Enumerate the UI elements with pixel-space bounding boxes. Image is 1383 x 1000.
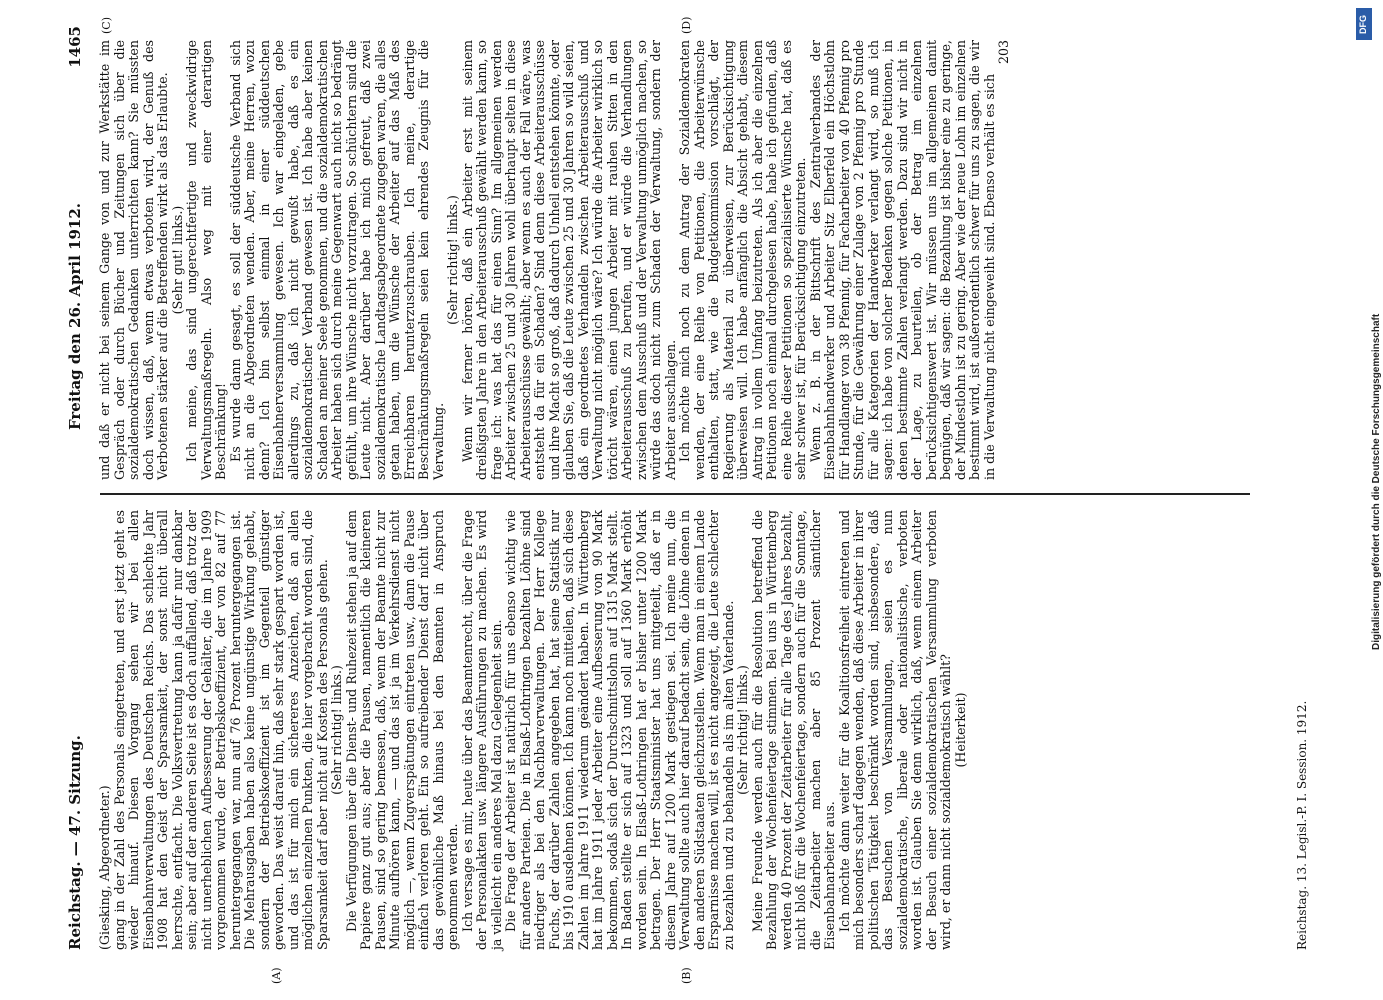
margin-marker-a: (A) (270, 967, 283, 984)
left-column (98, 510, 968, 950)
digitization-credit (1355, 10, 1382, 1000)
credit-text: Digitalisierung gefördert durch die Deutsche Forschungsgemeinschaft (1371, 313, 1382, 650)
right-column (98, 40, 1012, 480)
left_column-paragraph: Ich versage es mir, heute über das Beamtenrecht, über die Frage der Personalakten usw. längere Ausführungen zu machen. Es wird ja vielleicht ein anderes Mal dazu Gelegenheit sein. (459, 510, 504, 950)
left_column-paragraph: (Heiterkeit) (952, 692, 968, 768)
dfg-logo-text: DFG (1358, 15, 1368, 34)
left_column-paragraph: Ich möchte dann weiter für die Koalitionsfreiheit eintreten und mich besonders scharf dagegen wenden, daß diese Arbeiter in ihrer politischen Tätigkeit beschränkt worden sind, insbesondere, daß das Besuchen von Versammlungen, seien es nun sozialdemokratische, liberale oder nationalistische, verboten worden ist. Glauben Sie denn wirklich, daß, wenn einem Arbeiter der Besuch einer sozialdemokratischen Versammlung verboten wird, er dann nicht sozialdemokratisch wählt? (836, 510, 953, 950)
column-divider (100, 493, 1250, 495)
margin-marker-d: (D) (680, 16, 693, 34)
left_column-paragraph: Die Frage der Arbeiter ist natürlich für uns ebenso wichtig wie für andere Parteien. Die in Elsaß-Lothringen bezahlten Löhne sind niedriger als bei den Nachbarverwaltungen. Der Herr Kollege Fuchs, der darüber Zahlen angegeben hat, hat seine Statistik nur bis 1910 ausdehnen können. Ich kann noch mitteilen, daß sich diese Zahlen im Jahre 1911 wiederum geändert haben. In Württemberg hat im Jahre 1911 jeder Arbeiter eine Aufbesserung von 90 Mark bekommen, sodaß sich der Durchschnittslohn auf 1315 Mark stellt. In Baden stellte er sich auf 1323 und soll auf 1360 Mark erhöht worden sein. In Elsaß-Lothringen hat er bisher unter 1200 Mark betragen. Der Herr Staatsminister hat uns mitgeteilt, daß er in diesem Jahre auf 1200 Mark gestiegen sei. Ich meine nun, die Verwaltung sollte auch hier darauf bedacht sein, die Löhne denen in den anderen Südstaaten gleichzustellen. Wenn man in einem Lande Ersparnisse machen will, ist es nicht angezeigt, die Leute schlechter zu bezahlen und zu behandeln als im alten Vaterlande. (503, 510, 736, 950)
document-page (60, 16, 1340, 984)
right_column-paragraph: Ich möchte mich noch zu dem Antrag der Sozialdemokraten wenden, der eine Reihe von Petitionen, die Arbeiterwünsche enthalten, statt, wie die Budgetkommission vorschlägt, der Regierung als Material zu überweisen, zur Berücksichtigung überweisen will. Ich habe anfänglich die Absicht gehabt, diesem Antrag in vollem Umfang beizutreten. Als ich aber die einzelnen Petitionen noch einmal durchgelesen habe, habe ich gefunden, daß eine Reihe dieser Petitionen so spezialisierte Wünsche hat, daß es sehr schwer ist, für Berücksichtigung einzutreten. (677, 40, 808, 480)
header-left: Reichstag. — 47. Sitzung. (66, 735, 84, 950)
right_column-paragraph: 203 (996, 40, 1011, 65)
left_column-paragraph: (Giesking, Abgeordneter.) (97, 785, 112, 950)
margin-marker-b: (B) (680, 967, 693, 984)
left_column-paragraph: gang in der Zahl des Personals eingetreten, und erst jetzt geht es wieder hinauf. Diesen Vorgang sehen wir bei allen Eisenbahnverwaltungen des Deutschen Reichs. Das schlechte Jahr 1908 hat den Geist der Sparsamkeit, der sonst nicht überall herrschte, entfacht. Die Volksvertretung kann ja dafür nur dankbar sein; aber auf der anderen Seite ist es doch auffallend, daß trotz der nicht unerheblichen Aufbesserung der Gehälter, die im Jahre 1909 vorgenommen wurde, der Betriebskoeffizient, der von 82 auf 77 heruntergegangen war, nun auf 76 Prozent heruntergegangen ist. Die Mehrausgaben haben also keine ungünstige Wirkung gehabt, sondern der Betriebskoeffizient ist im Gegenteil günstiger geworden. Das weist darauf hin, daß sehr stark gespart worden ist, und das ist für mich ein sichereres Anzeichen, daß an allen möglichen einzelnen Punkten, die hier vorgebracht worden sind, die Sparsamkeit darf aber nicht auf Kosten des Personals gehen. (111, 510, 330, 950)
right_column-paragraph: Ich meine, das sind ungerechtfertigte und zweckwidrige Verwaltungsmaßregeln. Also weg mit einer derartigen Beschränkung! (184, 40, 228, 480)
right_column-paragraph: Es wurde dann gesagt, es soll der süddeutsche Verband sich nicht an die Abgeordneten wenden. Aber, meine Herren, wozu denn? Ich bin selbst einmal in einer süddeutschen Eisenbahnerversammlung gewesen. Ich war eingeladen, gebe allerdings zu, daß ich nicht gewußt habe, daß es ein sozialdemokratischer Verband gewesen ist. Ich habe aber keinen Schaden an meiner Seele genommen, und die sozialdemokratischen Arbeiter haben sich durch meine Gegenwart auch nicht so bedrängt gefühlt, um ihre Wünsche nicht vorzutragen. So schüchtern sind die Leute nicht. Aber darüber habe ich mich gefreut, daß zwei sozialdemokratische Landtagsabgeordnete zugegen waren, die alles getan haben, um die Wünsche der Arbeiter auf das Maß des Erreichbaren herunterzuschrauben. Ich meine, derartige Beschränkungsmaßregeln seien kein ehrendes Zeugnis für die Verwaltung. (227, 40, 446, 480)
footer-source: Reichstag. 13. Legisl.-P. I. Session. 1912. (1295, 700, 1309, 950)
right_column-paragraph: (Sehr richtig! links.) (445, 195, 460, 325)
right_column-paragraph: (Sehr gut! links.) (169, 205, 185, 315)
right_column-paragraph: Wenn z. B. in der Bittschrift des Zentralverbandes der Eisenbahnhandwerker und Arbeiter Sitz Elberfeld ein Höchstlohn für Handlanger von 38 Pfennig, für Facharbeiter von 40 Pfennig pro Stunde, für die Gewährung einer Zulage von 2 Pfennig pro Stunde für alle Kategorien der Handwerker verlangt wird, so muß ich sagen: ich habe von solcher Bedenken gegen solche Petitionen, in denen bestimmte Zahlen verlangt werden. Dazu sind wir nicht in der Lage, zu beurteilen, ob der Betrag im einzelnen berücksichtigenswert ist. Wir müssen uns im allgemeinen damit begnügen, daß wir sagen: die Bezahlung ist bisher eine zu geringe, der Mindestlohn ist zu gering. Aber wie der neue Lohn im einzelnen bestimmt wird, ist außerordentlich schwer für uns zu sagen, die wir in die Verwaltung nicht eingeweiht sind. Ebenso verhält es sich (807, 40, 997, 480)
right_column-paragraph: und daß er nicht bei seinem Gange von und zur Werkstätte im Gespräch oder durch Bücher und Zeitungen sich über die sozialdemokratischen Gedanken unterrichten kann? Sie müssten doch wissen, daß, wenn etwas verboten wird, der Genuß des Verbotenen stärker auf die Betreffenden wirkt als das Erlaubte. (97, 40, 170, 480)
left_column-paragraph: (Sehr richtig! links.) (329, 665, 344, 795)
margin-marker-c: (C) (100, 17, 113, 34)
page-number: 1465 (66, 26, 84, 68)
left_column-paragraph: Meine Freunde werden auch für die Resolution betreffend die Bezahlung der Wochenfeiertage stimmen. Bei uns in Württemberg werden 40 Prozent der Zeitarbeiter für alle Tage des Jahres bezahlt, nicht bloß für die Wochenfeiertage, sondern auch für die Sonntage, die Zeitarbeiter machen aber 85 Prozent sämtlicher Eisenbahnarbeiter aus. (749, 510, 837, 950)
page-header (66, 20, 96, 950)
left_column-paragraph: (Sehr richtig! links.) (735, 665, 750, 795)
right_column-paragraph: Wenn wir ferner hören, daß ein Arbeiter erst mit seinem dreißigsten Jahre in den Arbeiterausschuß gewählt werden kann, so frage ich: was hat das für einen Sinn? Im allgemeinen werden Arbeiter zwischen 25 und 30 Jahren wohl überhaupt selten in diese Arbeiterausschüsse gewählt; aber wenn es auch der Fall wäre, was entsteht da für ein Schaden? Sind denn diese Arbeiterausschüsse und ihre Macht so groß, daß dadurch Unheil entstehen könnte, oder glauben Sie, daß die Leute zwischen 25 und 30 Jahren so wild seien, daß ein geordnetes Verhandeln zwischen Arbeiterausschuß und Verwaltung nicht möglich wäre? Ich würde die Arbeiter wirklich so töricht wären, einen jungen Arbeiter mit rauhen Sitten in den Arbeiterausschuß zu berufen, und er würde die Verhandlungen zwischen dem Ausschuß und der Verwaltung unmöglich machen, so würde das doch nicht zum Schaden der Verwaltung, sondern der Arbeiter ausschlagen. (459, 40, 678, 480)
left_column-paragraph: Die Verfügungen über die Dienst- und Ruhezeit stehen ja auf dem Papiere ganz gut aus; aber die Pausen, namentlich die kleineren Pausen, sind so gering bemessen, daß, wenn der Beamte nicht zur Minute aufhören kann, — und das ist ja im Verkehrsdienst nicht möglich —, wenn Zugverspätungen eintreten usw., dann die Pause einfach verloren geht. Ein so aufreibender Dienst darf nicht über das gewöhnliche Maß hinaus bei den Beamten in Anspruch genommen werden. (343, 510, 460, 950)
header-date: Freitag den 26. April 1912. (66, 203, 84, 430)
